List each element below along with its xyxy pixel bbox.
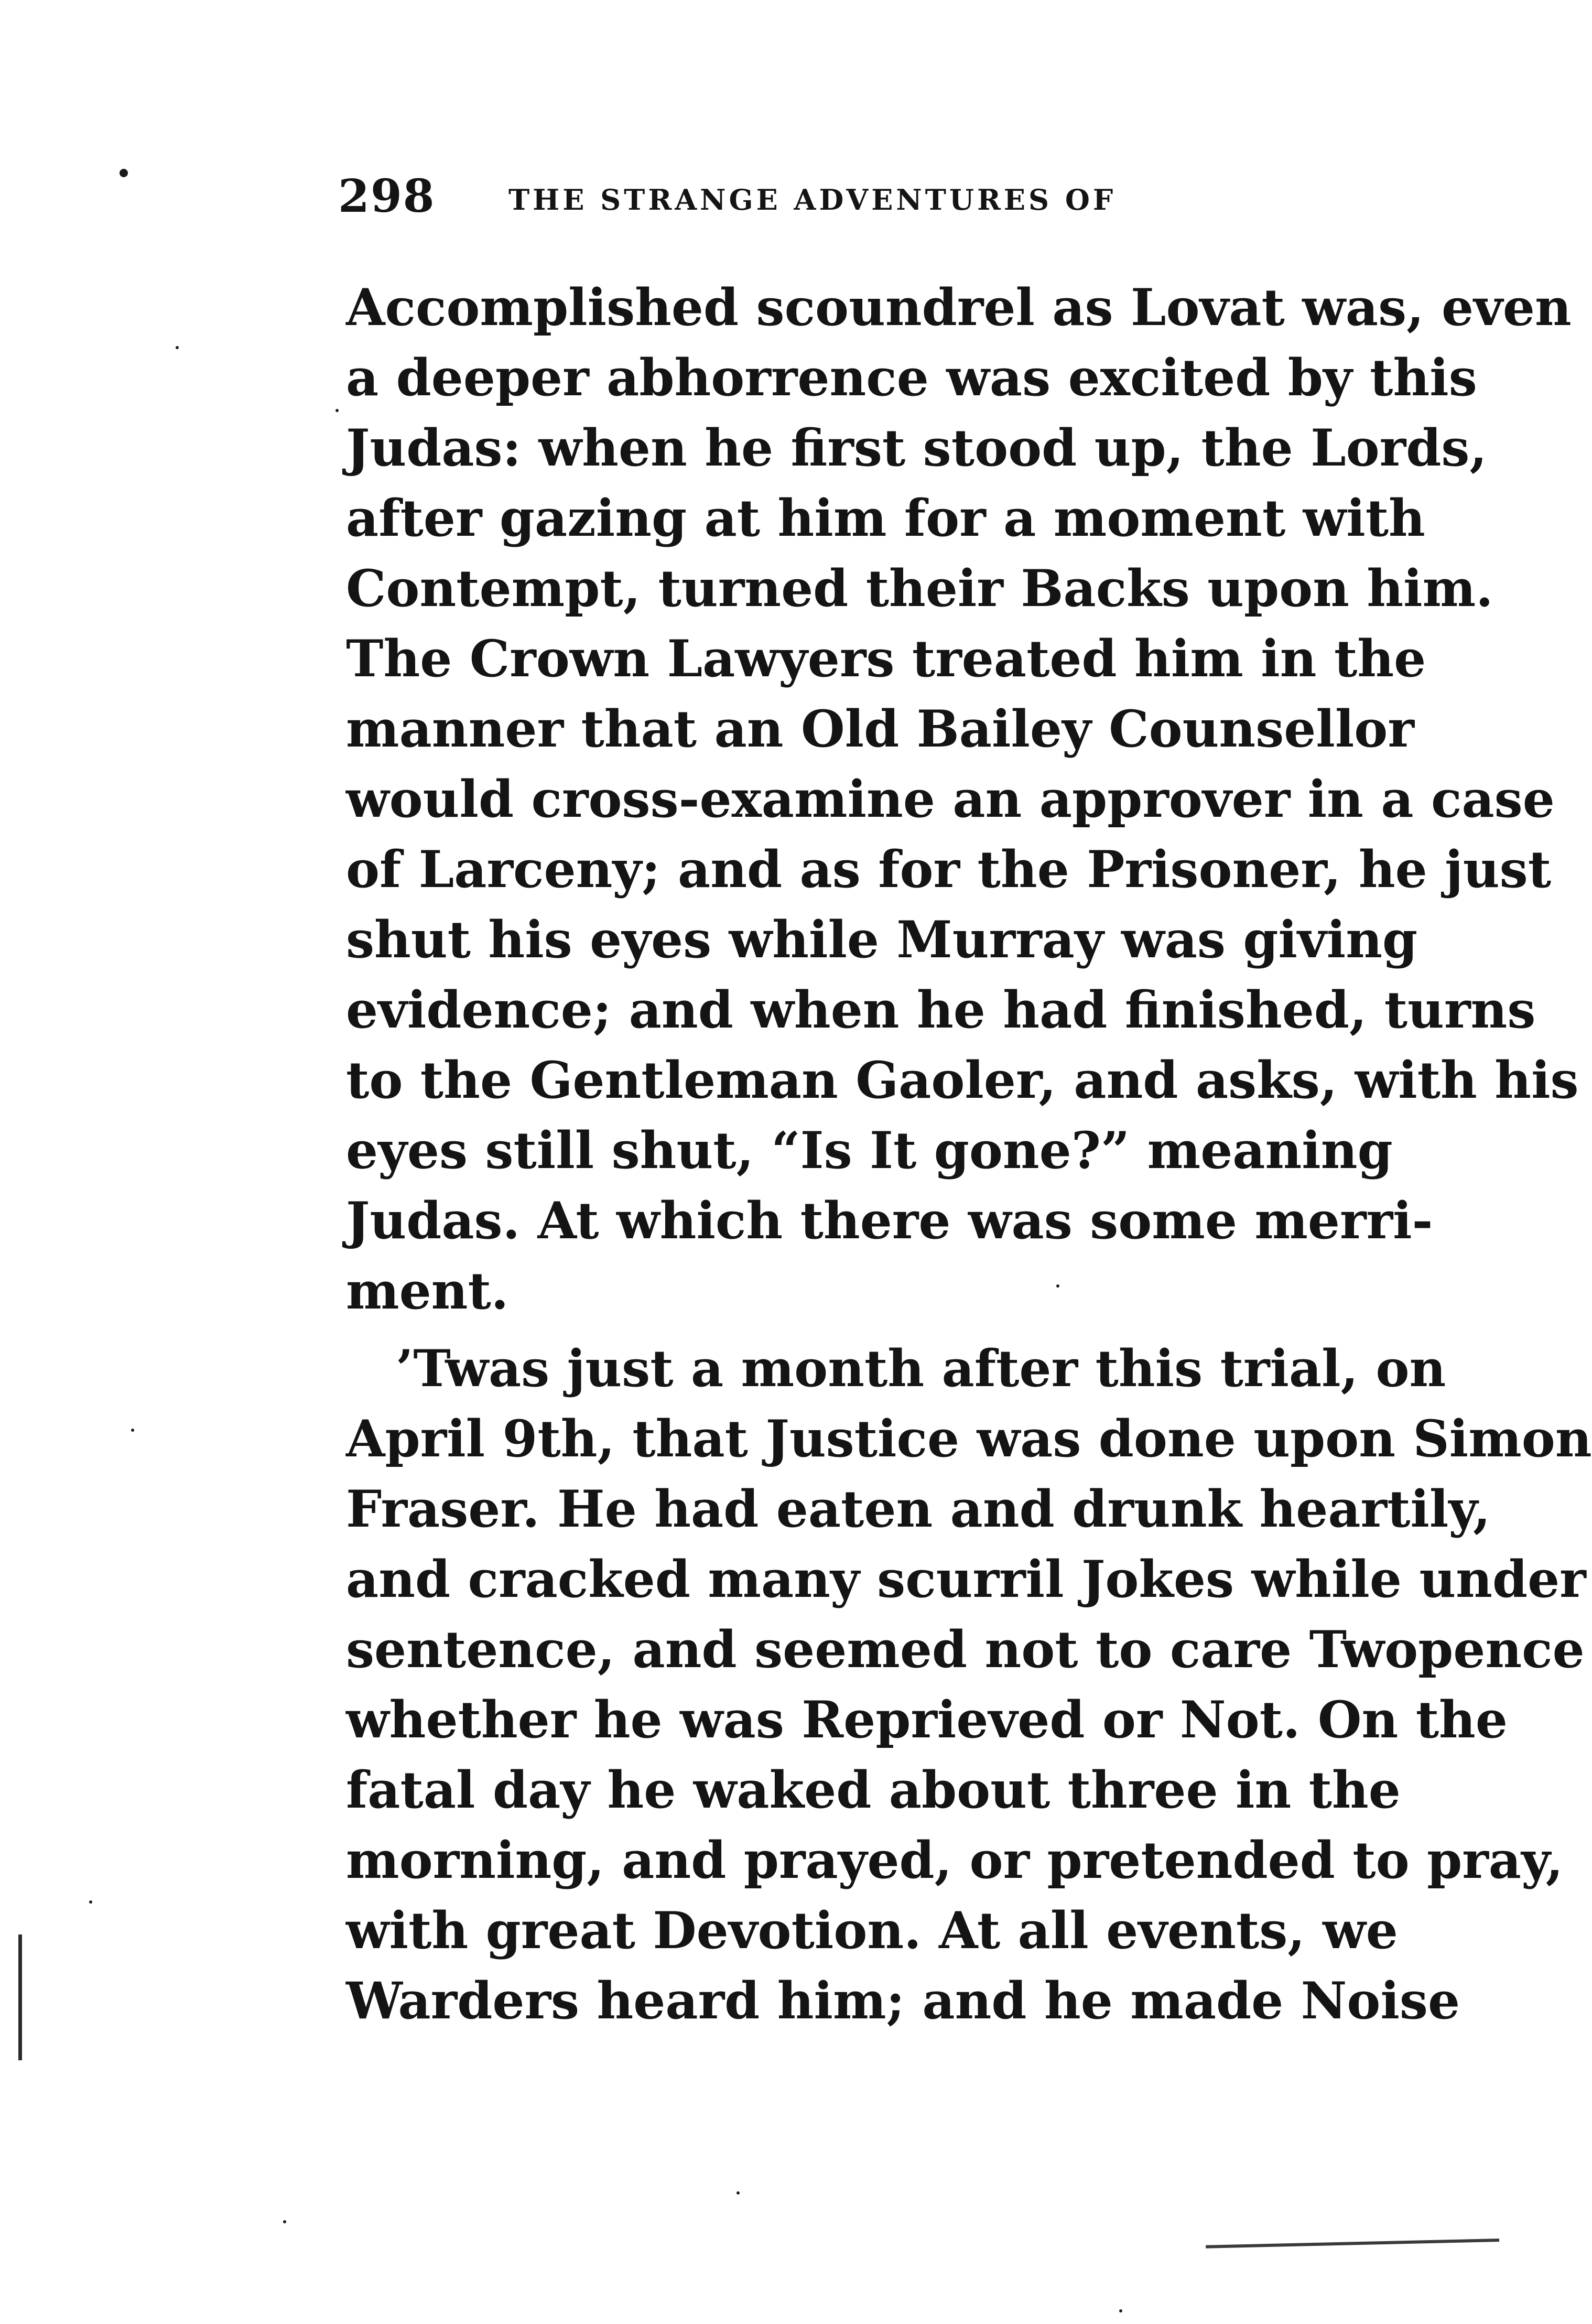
text-line: Contempt, turned their Backs upon him. (346, 559, 1493, 618)
scan-speck (283, 2220, 286, 2223)
text-line: would cross-examine an approver in a case (346, 770, 1555, 829)
page-header (338, 165, 1334, 228)
scan-speck (335, 409, 339, 412)
scan-speck (1119, 2309, 1122, 2312)
text-line: Fraser. He had eaten and drunk heartily, (346, 1479, 1491, 1539)
text-line: shut his eyes while Murray was giving (346, 910, 1418, 969)
scan-corner-line (1206, 2239, 1499, 2249)
scan-speck (737, 2191, 740, 2195)
text-line: The Crown Lawyers treated him in the (346, 629, 1426, 688)
scan-speck (131, 1429, 134, 1432)
scan-speck (176, 346, 179, 349)
text-line: with great Devotion. At all events, we (346, 1901, 1398, 1960)
text-line: sentence, and seemed not to care Twopence (346, 1620, 1585, 1679)
text-line: ment. (346, 1261, 509, 1321)
text-line: manner that an Old Bailey Counsellor (346, 699, 1414, 759)
text-line: after gazing at him for a moment with (346, 489, 1425, 548)
scan-speck (120, 169, 128, 177)
text-line: morning, and prayed, or pretended to pray, (346, 1831, 1563, 1890)
paragraph-gap (346, 1326, 1300, 1334)
scan-margin-line (18, 1934, 22, 2060)
text-line: evidence; and when he had finished, turns (346, 980, 1536, 1040)
running-head: THE STRANGE ADVENTURES OF (508, 183, 1117, 217)
text-line: whether he was Reprieved or Not. On the (346, 1690, 1508, 1749)
text-line: Warders heard him; and he made Noise (346, 1971, 1460, 2030)
page-number: 298 (338, 170, 436, 223)
text-line: eyes still shut, “Is It gone?” meaning (346, 1121, 1393, 1180)
scan-speck (89, 1900, 92, 1904)
text-line: Judas. At which there was some merri- (346, 1191, 1433, 1250)
text-line: Accomplished scoundrel as Lovat was, even (346, 278, 1572, 337)
text-line: fatal day he waked about three in the (346, 1760, 1401, 1820)
text-line: of Larceny; and as for the Prisoner, he just (346, 840, 1552, 899)
text-line: to the Gentleman Gaoler, and asks, with his (346, 1051, 1579, 1110)
text-line: April 9th, that Justice was done upon Simon (346, 1409, 1592, 1468)
text-line: a deeper abhorrence was excited by this (346, 348, 1477, 407)
text-line: ’Twas just a month after this trial, on (396, 1339, 1446, 1398)
text-line: Judas: when he first stood up, the Lords, (346, 418, 1487, 478)
text-line: and cracked many scurril Jokes while under (346, 1550, 1586, 1609)
body-text (346, 273, 1592, 2036)
scan-speck (1056, 1284, 1059, 1288)
